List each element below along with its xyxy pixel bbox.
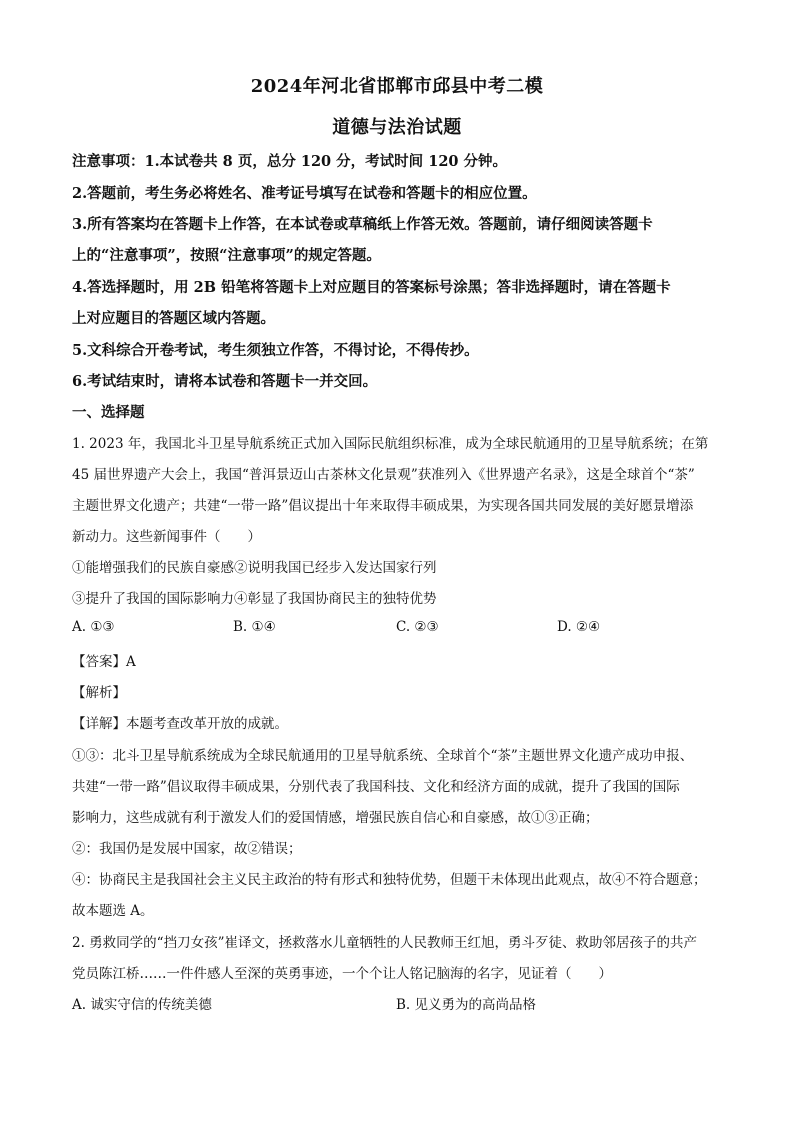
notice-line: 4.答选择题时，用 2B 铅笔将答题卡上对应题目的答案标号涂黑；答非选择题时，请在答题卡 [72, 279, 671, 296]
q1-detail-line: 共建“一带一路”倡议取得丰硕成果，分别代表了我国科技、文化和经济方面的成就，提升了我国的国际 [72, 779, 680, 795]
section-title: 一、选择题 [72, 404, 145, 421]
q1-option-a: A. ①③ [72, 619, 115, 635]
notice-line: 注意事项：1.本试卷共 8 页，总分 120 分，考试时间 120 分钟。 [72, 153, 508, 170]
q2-option-b: B. 见义勇为的高尚品格 [396, 997, 537, 1013]
q1-detail-line: ④：协商民主是我国社会主义民主政治的特有形式和独特优势，但题干未体现出此观点，故④不符合题意； [72, 872, 707, 888]
q1-detail-line: ②：我国仍是发展中国家，故②错误； [72, 841, 302, 857]
q1-stem-line: 新动力。这些新闻事件（ ） [72, 529, 261, 545]
exam-title: 2024年河北省邯郸市邱县中考二模 [250, 76, 544, 97]
notice-line: 5.文科综合开卷考试，考生须独立作答，不得讨论，不得传抄。 [72, 342, 479, 359]
q2-stem-line: 2. 勇救同学的“挡刀女孩”崔译文，拯救落水儿童牺牲的人民教师王红旭，勇斗歹徒、救助邻居孩子的共产 [72, 935, 697, 951]
q1-stem-line: 45 届世界遗产大会上，我国“普洱景迈山古茶林文化景观”获准列入《世界遗产名录》，这是全球首个“茶” [72, 467, 695, 483]
exam-subtitle: 道德与法治试题 [332, 117, 462, 138]
q1-answer: 【答案】A [72, 654, 136, 670]
notice-line: 6.考试结束时，请将本试卷和答题卡一并交回。 [72, 373, 378, 390]
notice-line: 2.答题前，考生务必将姓名、准考证号填写在试卷和答题卡的相应位置。 [72, 185, 537, 202]
q1-statement: ③提升了我国的国际影响力④彰显了我国协商民主的独特优势 [72, 591, 437, 607]
q1-detail-line: 影响力，这些成就有利于激发人们的爱国情感，增强民族自信心和自豪感，故①③正确； [72, 810, 599, 826]
q1-option-b: B. ①④ [233, 619, 276, 635]
q1-detail-line: 故本题选 A。 [72, 903, 154, 919]
q1-detail-line: 【详解】本题考查改革开放的成就。 [72, 716, 288, 732]
q1-option-d: D. ②④ [557, 619, 601, 635]
q1-stem-line: 主题世界文化遗产；共建“一带一路”倡议提出十年来取得丰硕成果，为实现各国共同发展的美好愿景增添 [72, 498, 694, 514]
q1-statement: ①能增强我们的民族自豪感②说明我国已经步入发达国家行列 [72, 560, 437, 576]
q1-analysis-label: 【解析】 [72, 685, 126, 701]
notice-line: 上的“注意事项”，按照“注意事项”的规定答题。 [72, 247, 381, 264]
q1-detail-line: ①③：北斗卫星导航系统成为全球民航通用的卫星导航系统、全球首个“茶”主题世界文化遗产成功申报、 [72, 748, 694, 764]
q1-stem-line: 1. 2023 年，我国北斗卫星导航系统正式加入国际民航组织标准，成为全球民航通用的卫星导航系统；在第 [72, 436, 709, 452]
q1-option-c: C. ②③ [396, 619, 439, 635]
q2-stem-line: 党员陈江桥……一件件感人至深的英勇事迹，一个个让人铭记脑海的名字，见证着（ ） [72, 966, 612, 982]
notice-line: 3.所有答案均在答题卡上作答，在本试卷或草稿纸上作答无效。答题前，请仔细阅读答题卡 [72, 216, 653, 233]
notice-line: 上对应题目的答题区域内答题。 [72, 310, 275, 327]
q2-option-a: A. 诚实守信的传统美德 [72, 997, 212, 1013]
